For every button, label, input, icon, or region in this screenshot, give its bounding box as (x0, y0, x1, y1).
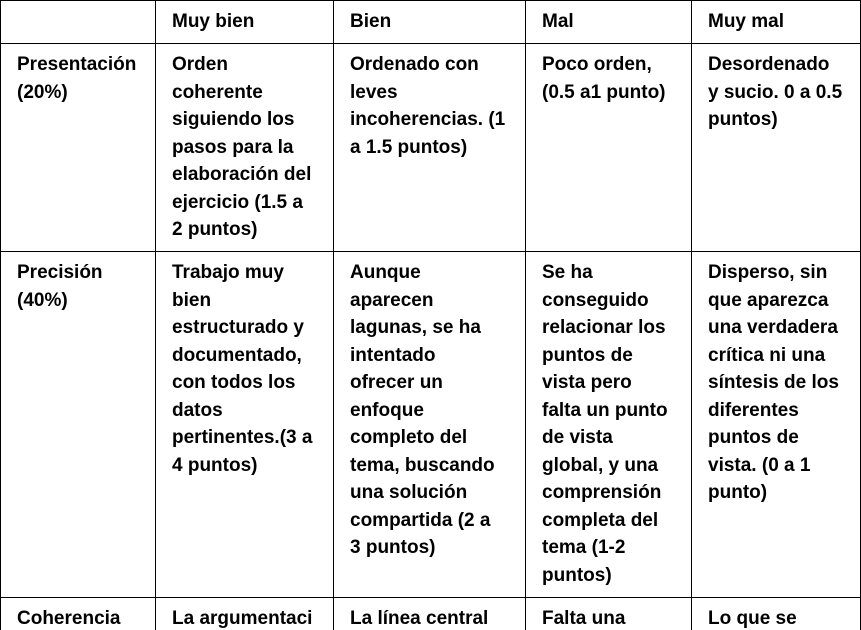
precision-muy-mal: Disperso, sin que aparezca una verdadera crítica ni una síntesis de los diferentes puntos de vista. (0 a 1 punto) (692, 252, 861, 598)
presentacion-muy-mal: Desordenado y sucio. 0 a 0.5 puntos) (692, 44, 861, 252)
header-muy-bien: Muy bien (156, 1, 334, 44)
header-mal: Mal (526, 1, 692, 44)
criterion-precision: Precisión (40%) (1, 252, 156, 598)
coherencia-muy-bien: La argumentaci (156, 598, 334, 630)
precision-bien: Aunque aparecen lagunas, se ha intentado ofrecer un enfoque completo del tema, buscando una solución compartida (2 a 3 puntos) (334, 252, 526, 598)
row-precision (1, 252, 861, 598)
coherencia-mal: Falta una (526, 598, 692, 630)
criterion-coherencia: Coherencia (1, 598, 156, 630)
header-muy-mal: Muy mal (692, 1, 861, 44)
row-coherencia (1, 598, 861, 630)
header-row (1, 1, 861, 44)
presentacion-muy-bien: Orden coherente siguiendo los pasos para la elaboración del ejercicio (1.5 a 2 puntos) (156, 44, 334, 252)
presentacion-bien: Ordenado con leves incoherencias. (1 a 1.5 puntos) (334, 44, 526, 252)
coherencia-muy-mal: Lo que se (692, 598, 861, 630)
header-bien: Bien (334, 1, 526, 44)
presentacion-mal: Poco orden, (0.5 a1 punto) (526, 44, 692, 252)
coherencia-bien: La línea central (334, 598, 526, 630)
criterion-presentacion: Presentación (20%) (1, 44, 156, 252)
precision-muy-bien: Trabajo muy bien estructurado y documentado, con todos los datos pertinentes.(3 a 4 puntos) (156, 252, 334, 598)
header-corner-cell (1, 1, 156, 44)
precision-mal: Se ha conseguido relacionar los puntos de vista pero falta un punto de vista global, y una comprensión completa del tema (1-2 puntos) (526, 252, 692, 598)
row-presentacion (1, 44, 861, 252)
